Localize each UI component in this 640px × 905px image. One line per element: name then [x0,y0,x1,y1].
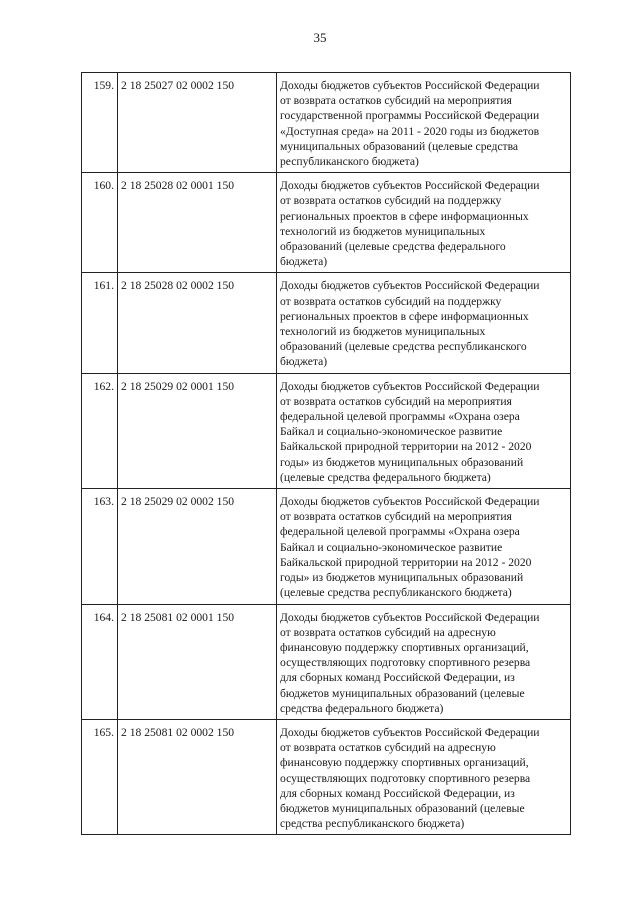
row-number: 161. [82,273,118,373]
description-line: федеральной целевой программы «Охрана озера [280,410,520,424]
budget-code: 2 18 25028 02 0002 150 [118,273,277,373]
table-row [82,73,571,173]
description-line: бюджета) [280,255,328,269]
description-line: годы» из бюджетов муниципальных образований [280,571,524,585]
description-line: бюджетов муниципальных образований (целевые [280,686,525,700]
table-body [82,73,571,835]
description-line: региональных проектов в сфере информационных [280,209,529,223]
description-line: годы» из бюджетов муниципальных образований [280,455,524,469]
description-line: Доходы бюджетов субъектов Российской Федерации [280,79,540,92]
income-description [277,489,571,604]
description-line: Доходы бюджетов субъектов Российской Федерации [280,725,540,739]
table-row [82,373,571,488]
description-line: технологий из бюджетов муниципальных [280,224,486,238]
table-row [82,604,571,719]
budget-code: 2 18 25027 02 0002 150 [118,73,277,173]
budget-code: 2 18 25081 02 0001 150 [118,604,277,719]
description-line: от возврата остатков субсидий на поддержку [280,194,502,208]
budget-code: 2 18 25029 02 0001 150 [118,373,277,488]
description-line: от возврата остатков субсидий на адресную [280,625,496,639]
income-description [277,273,571,373]
row-number: 165. [82,719,118,834]
description-line: (целевые средства республиканского бюджета) [280,586,512,600]
budget-code: 2 18 25081 02 0002 150 [118,719,277,834]
description-line: Байкальской природной территории на 2012 - 2020 [280,555,532,569]
income-description [277,373,571,488]
income-description [277,173,571,273]
description-line: региональных проектов в сфере информационных [280,309,529,323]
row-number: 159. [82,73,118,173]
description-line: финансовую поддержку спортивных организаций, [280,756,529,770]
table-row [82,489,571,604]
description-line: (целевые средства федерального бюджета) [280,470,491,484]
income-description [277,719,571,834]
description-line: Доходы бюджетов субъектов Российской Федерации [280,379,540,393]
description-line: Байкал и социально-экономическое развитие [280,540,503,554]
description-line: Доходы бюджетов субъектов Российской Федерации [280,279,540,293]
table-row [82,173,571,273]
row-number: 162. [82,373,118,488]
row-number: 163. [82,489,118,604]
table-row [82,719,571,834]
description-line: Байкальской природной территории на 2012 - 2020 [280,440,532,454]
row-number: 164. [82,604,118,719]
description-line: бюджета) [280,355,328,369]
description-line: от возврата остатков субсидий на поддержку [280,294,502,308]
description-line: от возврата остатков субсидий на адресную [280,741,496,755]
description-line: средства федерального бюджета) [280,701,444,715]
description-line: технологий из бюджетов муниципальных [280,325,486,339]
budget-code: 2 18 25029 02 0002 150 [118,489,277,604]
description-line: государственной программы Российской Федерации [280,109,540,123]
page-number: 35 [313,30,327,45]
description-line: Доходы бюджетов субъектов Российской Федерации [280,610,540,624]
income-description [277,604,571,719]
description-line: Доходы бюджетов субъектов Российской Федерации [280,179,540,193]
description-line: для сборных команд Российской Федерации, из [280,786,515,800]
description-line: от возврата остатков субсидий на мероприятия [280,94,512,108]
description-line: Байкал и социально-экономическое развитие [280,425,503,439]
description-line: образований (целевые средства федерального [280,240,506,254]
description-line: финансовую поддержку спортивных организаций, [280,640,529,654]
income-description [277,73,571,173]
description-line: «Доступная среда» на 2011 - 2020 годы из бюджетов [280,124,540,138]
description-line: бюджетов муниципальных образований (целевые [280,801,525,815]
description-line: осуществляющих подготовку спортивного резерва [280,771,531,785]
description-line: муниципальных образований (целевые средства [280,139,519,153]
description-line: Доходы бюджетов субъектов Российской Федерации [280,495,540,509]
description-line: федеральной целевой программы «Охрана озера [280,525,520,539]
description-line: средства республиканского бюджета) [280,817,465,831]
budget-income-table [81,72,571,835]
table-row [82,273,571,373]
budget-code: 2 18 25028 02 0001 150 [118,173,277,273]
description-line: от возврата остатков субсидий на мероприятия [280,510,512,524]
row-number: 160. [82,173,118,273]
description-line: осуществляющих подготовку спортивного резерва [280,656,531,670]
description-line: республиканского бюджета) [280,155,419,169]
description-line: от возврата остатков субсидий на мероприятия [280,394,512,408]
description-line: для сборных команд Российской Федерации, из [280,671,515,685]
description-line: образований (целевые средства республиканского [280,340,527,354]
